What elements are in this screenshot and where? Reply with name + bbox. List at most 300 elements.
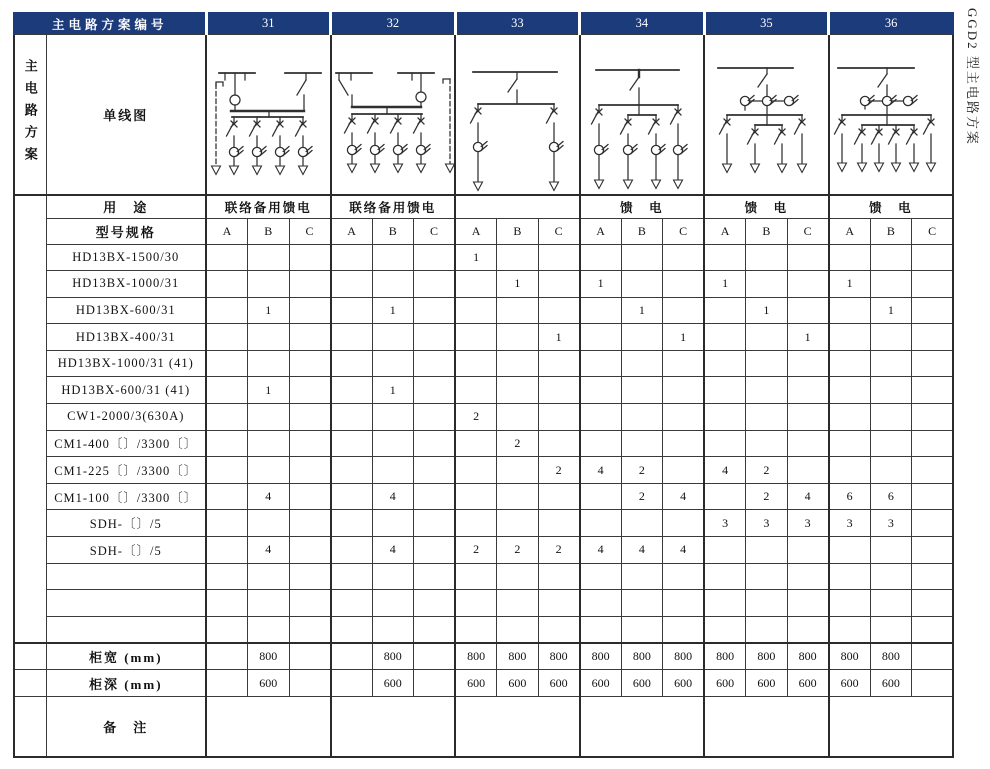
qty-cell	[704, 616, 746, 643]
component-row	[14, 271, 953, 298]
qty-cell	[206, 590, 248, 617]
left-column-cell	[14, 670, 46, 697]
qty-cell	[663, 271, 705, 298]
qty-cell	[580, 590, 622, 617]
qty-cell	[289, 510, 331, 537]
qty-cell: 2	[746, 483, 788, 510]
qty-cell	[372, 244, 414, 271]
qty-cell	[663, 563, 705, 590]
spec-col-header: B	[746, 218, 788, 244]
cabinet-width-cell: 800	[538, 643, 580, 670]
qty-cell	[414, 404, 456, 431]
spec-col-header: C	[912, 218, 954, 244]
qty-cell	[248, 271, 290, 298]
qty-cell	[455, 590, 497, 617]
qty-cell: 1	[704, 271, 746, 298]
qty-cell	[538, 616, 580, 643]
cabinet-width-cell: 800	[372, 643, 414, 670]
qty-cell	[372, 404, 414, 431]
scheme-number-title: 主电路方案编号	[14, 13, 206, 34]
single-line-diagram-34	[581, 35, 705, 193]
qty-cell	[455, 430, 497, 457]
qty-cell	[580, 297, 622, 324]
qty-cell: 1	[787, 324, 829, 351]
qty-cell	[663, 297, 705, 324]
qty-cell	[248, 324, 290, 351]
qty-cell	[455, 271, 497, 298]
qty-cell	[372, 350, 414, 377]
diagram-cell-31	[206, 34, 331, 195]
qty-cell	[206, 297, 248, 324]
qty-cell	[663, 510, 705, 537]
qty-cell: 3	[870, 510, 912, 537]
usage-label: 用 途	[46, 195, 206, 218]
qty-cell	[829, 324, 871, 351]
qty-cell: 1	[829, 271, 871, 298]
qty-cell	[621, 510, 663, 537]
qty-cell	[206, 350, 248, 377]
qty-cell	[912, 271, 954, 298]
qty-cell	[206, 483, 248, 510]
scheme-header-34: 34	[580, 13, 705, 34]
qty-cell	[746, 616, 788, 643]
left-column-cell	[14, 195, 46, 643]
component-row	[14, 324, 953, 351]
component-row-label	[46, 616, 206, 643]
qty-cell	[289, 616, 331, 643]
qty-cell	[580, 377, 622, 404]
qty-cell	[538, 430, 580, 457]
qty-cell	[787, 430, 829, 457]
qty-cell	[912, 244, 954, 271]
qty-cell	[870, 616, 912, 643]
qty-cell	[497, 297, 539, 324]
cabinet-depth-cell: 600	[497, 670, 539, 697]
single-line-diagram-33	[456, 35, 579, 193]
qty-cell	[580, 404, 622, 431]
qty-cell: 2	[538, 537, 580, 564]
qty-cell	[289, 590, 331, 617]
component-row-label: HD13BX-600/31 (41)	[46, 377, 206, 404]
qty-cell	[497, 563, 539, 590]
cabinet-depth-cell: 600	[372, 670, 414, 697]
component-row	[14, 297, 953, 324]
cabinet-width-cell: 800	[663, 643, 705, 670]
left-column-cell	[14, 697, 46, 757]
cabinet-width-row	[14, 643, 953, 670]
qty-cell	[870, 350, 912, 377]
qty-cell	[289, 297, 331, 324]
qty-cell	[787, 563, 829, 590]
qty-cell	[621, 377, 663, 404]
qty-cell	[538, 563, 580, 590]
spec-col-header: A	[704, 218, 746, 244]
qty-cell	[331, 271, 373, 298]
qty-cell	[455, 563, 497, 590]
qty-cell: 1	[248, 377, 290, 404]
diagram-cell-32	[331, 34, 456, 195]
qty-cell	[289, 457, 331, 484]
component-row	[14, 404, 953, 431]
qty-cell	[704, 244, 746, 271]
qty-cell	[372, 430, 414, 457]
remark-cell-scheme-35	[704, 697, 829, 757]
qty-cell	[829, 457, 871, 484]
qty-cell	[787, 297, 829, 324]
qty-cell	[497, 457, 539, 484]
qty-cell	[829, 377, 871, 404]
qty-cell	[870, 430, 912, 457]
spec-col-header: C	[663, 218, 705, 244]
qty-cell: 4	[248, 537, 290, 564]
qty-cell	[331, 590, 373, 617]
qty-cell: 2	[746, 457, 788, 484]
qty-cell: 1	[372, 377, 414, 404]
qty-cell	[497, 404, 539, 431]
qty-cell	[746, 404, 788, 431]
remark-cell-scheme-32	[331, 697, 456, 757]
qty-cell	[746, 271, 788, 298]
qty-cell: 1	[870, 297, 912, 324]
component-row	[14, 616, 953, 643]
single-line-diagram-36	[830, 35, 952, 193]
qty-cell	[497, 483, 539, 510]
qty-cell	[414, 483, 456, 510]
component-row-label: HD13BX-1500/30	[46, 244, 206, 271]
qty-cell	[455, 616, 497, 643]
qty-cell	[829, 430, 871, 457]
qty-cell	[912, 377, 954, 404]
qty-cell	[331, 510, 373, 537]
qty-cell	[746, 377, 788, 404]
cabinet-depth-cell	[414, 670, 456, 697]
qty-cell	[704, 377, 746, 404]
qty-cell	[331, 430, 373, 457]
qty-cell	[912, 563, 954, 590]
qty-cell	[870, 537, 912, 564]
main-circuit-scheme-table	[13, 12, 954, 758]
qty-cell	[663, 404, 705, 431]
cabinet-depth-cell: 600	[787, 670, 829, 697]
component-row	[14, 590, 953, 617]
qty-cell	[663, 616, 705, 643]
qty-cell	[704, 483, 746, 510]
qty-cell	[829, 590, 871, 617]
qty-cell	[455, 377, 497, 404]
remark-cell-scheme-36	[829, 697, 954, 757]
cabinet-width-cell: 800	[829, 643, 871, 670]
qty-cell	[414, 297, 456, 324]
qty-cell	[289, 563, 331, 590]
qty-cell: 4	[580, 537, 622, 564]
usage-cell-scheme-31: 联络备用馈电	[206, 195, 331, 218]
qty-cell	[372, 510, 414, 537]
qty-cell	[746, 430, 788, 457]
qty-cell: 1	[621, 297, 663, 324]
component-row-label: CM1-225〔〕/3300〔〕	[46, 457, 206, 484]
qty-cell	[870, 324, 912, 351]
qty-cell: 2	[621, 483, 663, 510]
qty-cell: 1	[538, 324, 580, 351]
qty-cell	[248, 457, 290, 484]
qty-cell	[870, 244, 912, 271]
qty-cell	[248, 244, 290, 271]
qty-cell	[538, 483, 580, 510]
spec-col-header: C	[414, 218, 456, 244]
qty-cell	[538, 271, 580, 298]
qty-cell	[746, 350, 788, 377]
qty-cell	[331, 483, 373, 510]
scheme-header-31: 31	[206, 13, 331, 34]
cabinet-width-cell: 800	[248, 643, 290, 670]
diagram-cell-36	[829, 34, 954, 195]
qty-cell	[580, 350, 622, 377]
component-row-label	[46, 590, 206, 617]
cabinet-width-cell	[289, 643, 331, 670]
spec-col-header: A	[455, 218, 497, 244]
remark-row	[14, 697, 953, 757]
spec-col-header: B	[248, 218, 290, 244]
cabinet-depth-cell	[331, 670, 373, 697]
qty-cell	[912, 297, 954, 324]
qty-cell: 4	[580, 457, 622, 484]
qty-cell	[497, 590, 539, 617]
qty-cell	[289, 244, 331, 271]
qty-cell: 4	[621, 537, 663, 564]
qty-cell	[829, 537, 871, 564]
qty-cell	[455, 483, 497, 510]
component-row	[14, 457, 953, 484]
qty-cell	[912, 324, 954, 351]
spec-col-header: B	[621, 218, 663, 244]
qty-cell	[829, 616, 871, 643]
usage-cell-scheme-36: 馈 电	[829, 195, 954, 218]
qty-cell	[206, 510, 248, 537]
spec-col-header: B	[870, 218, 912, 244]
qty-cell	[787, 244, 829, 271]
usage-cell-scheme-34: 馈 电	[580, 195, 705, 218]
cabinet-depth-label: 柜深 (mm)	[46, 670, 206, 697]
qty-cell	[206, 537, 248, 564]
cabinet-width-cell: 800	[497, 643, 539, 670]
qty-cell	[746, 324, 788, 351]
qty-cell	[372, 457, 414, 484]
qty-cell	[746, 537, 788, 564]
qty-cell	[870, 457, 912, 484]
qty-cell	[414, 350, 456, 377]
qty-cell	[248, 590, 290, 617]
qty-cell	[248, 616, 290, 643]
component-row	[14, 350, 953, 377]
cabinet-depth-cell: 600	[580, 670, 622, 697]
remark-cell-scheme-33	[455, 697, 580, 757]
qty-cell	[787, 271, 829, 298]
qty-cell	[580, 324, 622, 351]
cabinet-width-cell	[206, 643, 248, 670]
qty-cell: 4	[248, 483, 290, 510]
cabinet-width-cell: 800	[870, 643, 912, 670]
qty-cell	[497, 510, 539, 537]
qty-cell: 6	[829, 483, 871, 510]
qty-cell	[663, 430, 705, 457]
qty-cell: 4	[372, 483, 414, 510]
left-column-cell	[14, 643, 46, 670]
qty-cell	[497, 350, 539, 377]
component-row	[14, 563, 953, 590]
qty-cell	[870, 271, 912, 298]
qty-cell	[206, 457, 248, 484]
qty-cell	[912, 483, 954, 510]
qty-cell	[414, 563, 456, 590]
usage-cell-scheme-33	[455, 195, 580, 218]
qty-cell	[746, 590, 788, 617]
qty-cell	[580, 563, 622, 590]
qty-cell	[787, 537, 829, 564]
qty-cell	[912, 404, 954, 431]
usage-row	[14, 195, 953, 218]
qty-cell	[372, 324, 414, 351]
qty-cell	[331, 350, 373, 377]
qty-cell: 2	[455, 537, 497, 564]
qty-cell	[206, 404, 248, 431]
component-row-label: HD13BX-1000/31	[46, 271, 206, 298]
qty-cell	[787, 377, 829, 404]
cabinet-depth-cell: 600	[746, 670, 788, 697]
qty-cell	[206, 563, 248, 590]
scheme-header-32: 32	[331, 13, 456, 34]
component-row-label: CM1-100〔〕/3300〔〕	[46, 483, 206, 510]
qty-cell	[414, 244, 456, 271]
scheme-header-36: 36	[829, 13, 954, 34]
qty-cell	[912, 350, 954, 377]
qty-cell	[414, 430, 456, 457]
qty-cell	[663, 350, 705, 377]
qty-cell	[497, 244, 539, 271]
qty-cell	[829, 350, 871, 377]
single-line-diagram-35	[705, 35, 829, 193]
qty-cell	[455, 457, 497, 484]
qty-cell	[912, 537, 954, 564]
qty-cell: 1	[372, 297, 414, 324]
component-row	[14, 244, 953, 271]
usage-cell-scheme-32: 联络备用馈电	[331, 195, 456, 218]
qty-cell	[870, 590, 912, 617]
qty-cell	[704, 430, 746, 457]
single-line-diagram-32	[332, 35, 456, 193]
qty-cell	[206, 616, 248, 643]
qty-cell	[580, 510, 622, 537]
qty-cell	[580, 244, 622, 271]
qty-cell	[538, 404, 580, 431]
qty-cell	[206, 377, 248, 404]
qty-cell	[912, 510, 954, 537]
cabinet-width-cell	[414, 643, 456, 670]
qty-cell: 2	[455, 404, 497, 431]
qty-cell	[289, 324, 331, 351]
spec-col-header: C	[787, 218, 829, 244]
qty-cell	[704, 350, 746, 377]
spec-col-header: C	[289, 218, 331, 244]
qty-cell	[621, 244, 663, 271]
qty-cell	[704, 324, 746, 351]
qty-cell	[746, 244, 788, 271]
component-row	[14, 510, 953, 537]
component-row-label: CM1-400〔〕/3300〔〕	[46, 430, 206, 457]
remark-cell-scheme-34	[580, 697, 705, 757]
qty-cell	[372, 616, 414, 643]
spec-col-header: A	[206, 218, 248, 244]
remark-cell-scheme-31	[206, 697, 331, 757]
qty-cell	[289, 350, 331, 377]
cabinet-width-cell: 800	[787, 643, 829, 670]
spec-col-header: A	[829, 218, 871, 244]
qty-cell: 3	[829, 510, 871, 537]
qty-cell	[414, 271, 456, 298]
qty-cell: 1	[248, 297, 290, 324]
qty-cell	[787, 404, 829, 431]
qty-cell	[289, 377, 331, 404]
qty-cell	[829, 297, 871, 324]
qty-cell	[912, 430, 954, 457]
qty-cell	[331, 297, 373, 324]
cabinet-depth-cell: 600	[621, 670, 663, 697]
qty-cell	[912, 590, 954, 617]
qty-cell	[414, 616, 456, 643]
qty-cell	[289, 404, 331, 431]
component-row	[14, 483, 953, 510]
cabinet-depth-cell: 600	[663, 670, 705, 697]
qty-cell	[580, 483, 622, 510]
usage-cell-scheme-35: 馈 电	[704, 195, 829, 218]
component-row-label: HD13BX-400/31	[46, 324, 206, 351]
qty-cell	[538, 350, 580, 377]
qty-cell	[248, 430, 290, 457]
component-row-label	[46, 563, 206, 590]
qty-cell	[663, 590, 705, 617]
cabinet-width-cell	[331, 643, 373, 670]
qty-cell: 2	[538, 457, 580, 484]
cabinet-width-cell: 800	[580, 643, 622, 670]
qty-cell	[704, 297, 746, 324]
qty-cell	[621, 350, 663, 377]
qty-cell	[331, 537, 373, 564]
qty-cell	[787, 457, 829, 484]
qty-cell	[746, 563, 788, 590]
qty-cell	[289, 271, 331, 298]
qty-cell	[580, 616, 622, 643]
qty-cell: 4	[663, 537, 705, 564]
qty-cell	[787, 616, 829, 643]
qty-cell	[331, 616, 373, 643]
qty-cell	[455, 297, 497, 324]
cabinet-depth-cell: 600	[870, 670, 912, 697]
spec-header-label: 型号规格	[46, 218, 206, 244]
diagram-cell-33	[455, 34, 580, 195]
qty-cell	[248, 563, 290, 590]
qty-cell: 2	[497, 537, 539, 564]
qty-cell: 2	[621, 457, 663, 484]
qty-cell	[870, 404, 912, 431]
qty-cell	[372, 271, 414, 298]
qty-cell	[663, 377, 705, 404]
component-row-label: HD13BX-600/31	[46, 297, 206, 324]
cabinet-depth-cell	[289, 670, 331, 697]
qty-cell: 4	[787, 483, 829, 510]
qty-cell	[206, 271, 248, 298]
qty-cell	[870, 377, 912, 404]
cabinet-depth-row	[14, 670, 953, 697]
qty-cell	[538, 297, 580, 324]
